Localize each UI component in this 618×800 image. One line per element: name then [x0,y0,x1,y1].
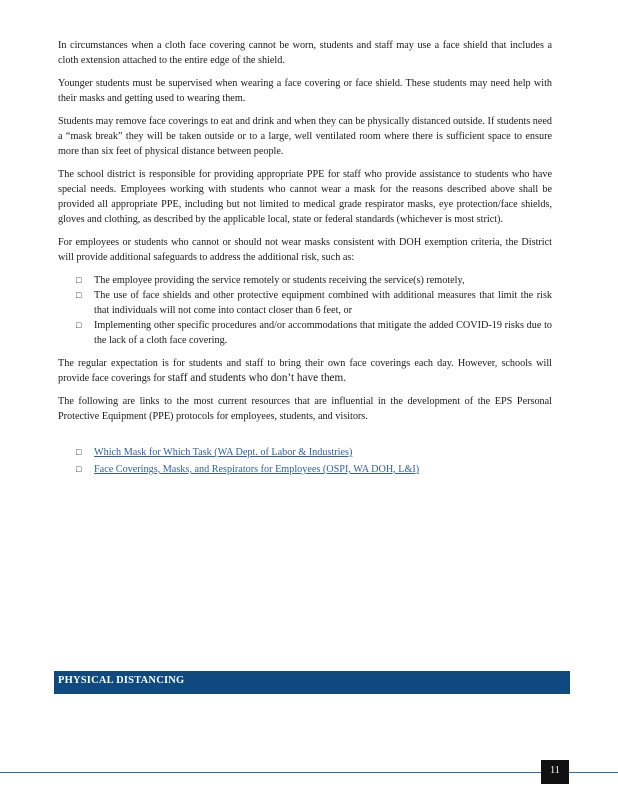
ppe-responsibility-paragraph: The school district is responsible for providing appropriate PPE for staff who provide assistance to students who have special needs. Employees working with students who cannot wear a mask for the reasons described above shall be provided all appropriate PPE, including but not limited to medical grade respirator masks, eye protection/face shields, gloves and clothing, as described by the applicable local, state or federal standards (whichever is most strict). [58,169,552,225]
page-number-box [541,760,569,784]
mask-break-paragraph: Students may remove face coverings to eat and drink and when they can be physically distanced outside. If students need a “mask break” they will be taken outside or to a large, well ventilated room where there is sufficient space to ensure more than six feet of physical distance between people. [58,116,552,157]
page-content [58,38,552,478]
section-heading: PHYSICAL DISTANCING [58,675,185,686]
list-item [58,318,552,348]
resources-intro-paragraph: The following are links to the most current resources that are influential in the development of the EPS Personal Protective Equipment (PPE) protocols for employees, students, and visitors. [58,396,552,422]
resource-links-list [58,444,552,478]
expectation-tail: staff and students who don’t have them. [167,372,346,384]
safeguards-list [58,273,552,348]
checkbox-bullet-icon: □ [76,320,82,330]
safeguard-text: Implementing other specific procedures and/or accommodations that mitigate the added COVID-19 risks due to the lack of a cloth face covering. [94,320,552,346]
footer-rule [0,772,618,773]
checkbox-bullet-icon: □ [76,464,82,474]
list-item [58,273,552,288]
younger-students-paragraph: Younger students must be supervised when wearing a face covering or face shield. These students may need help with their masks and getting used to wearing them. [58,78,552,104]
exemption-paragraph: For employees or students who cannot or should not wear masks consistent with DOH exemption criteria, the District will provide additional safeguards to address the additional risk, such as: [58,237,552,263]
list-item [58,461,552,478]
face-shield-paragraph: In circumstances when a cloth face covering cannot be worn, students and staff may use a face shield that includes a cloth extension attached to the entire edge of the shield. [58,40,552,66]
list-item [58,444,552,461]
mask-task-link[interactable]: Which Mask for Which Task (WA Dept. of Labor & Industries) [94,447,353,458]
checkbox-bullet-icon: □ [76,290,82,300]
expectation-paragraph [58,356,552,386]
page-number: 11 [550,765,560,776]
face-coverings-link[interactable]: Face Coverings, Masks, and Respirators for Employees (OSPI, WA DOH, L&I) [94,464,420,475]
section-banner [54,671,570,694]
expectation-lead: The regular expectation is for students and staff to bring their own face coverings each day. However, schools will provide face coverings for [58,358,552,384]
safeguard-text: The use of face shields and other protective equipment combined with additional measures that limit the risk that individuals will not come into contact closer than 6 feet, or [94,290,552,316]
checkbox-bullet-icon: □ [76,447,82,457]
safeguard-text: The employee providing the service remotely or students receiving the service(s) remotely, [94,275,465,286]
checkbox-bullet-icon: □ [76,275,82,285]
list-item [58,288,552,318]
